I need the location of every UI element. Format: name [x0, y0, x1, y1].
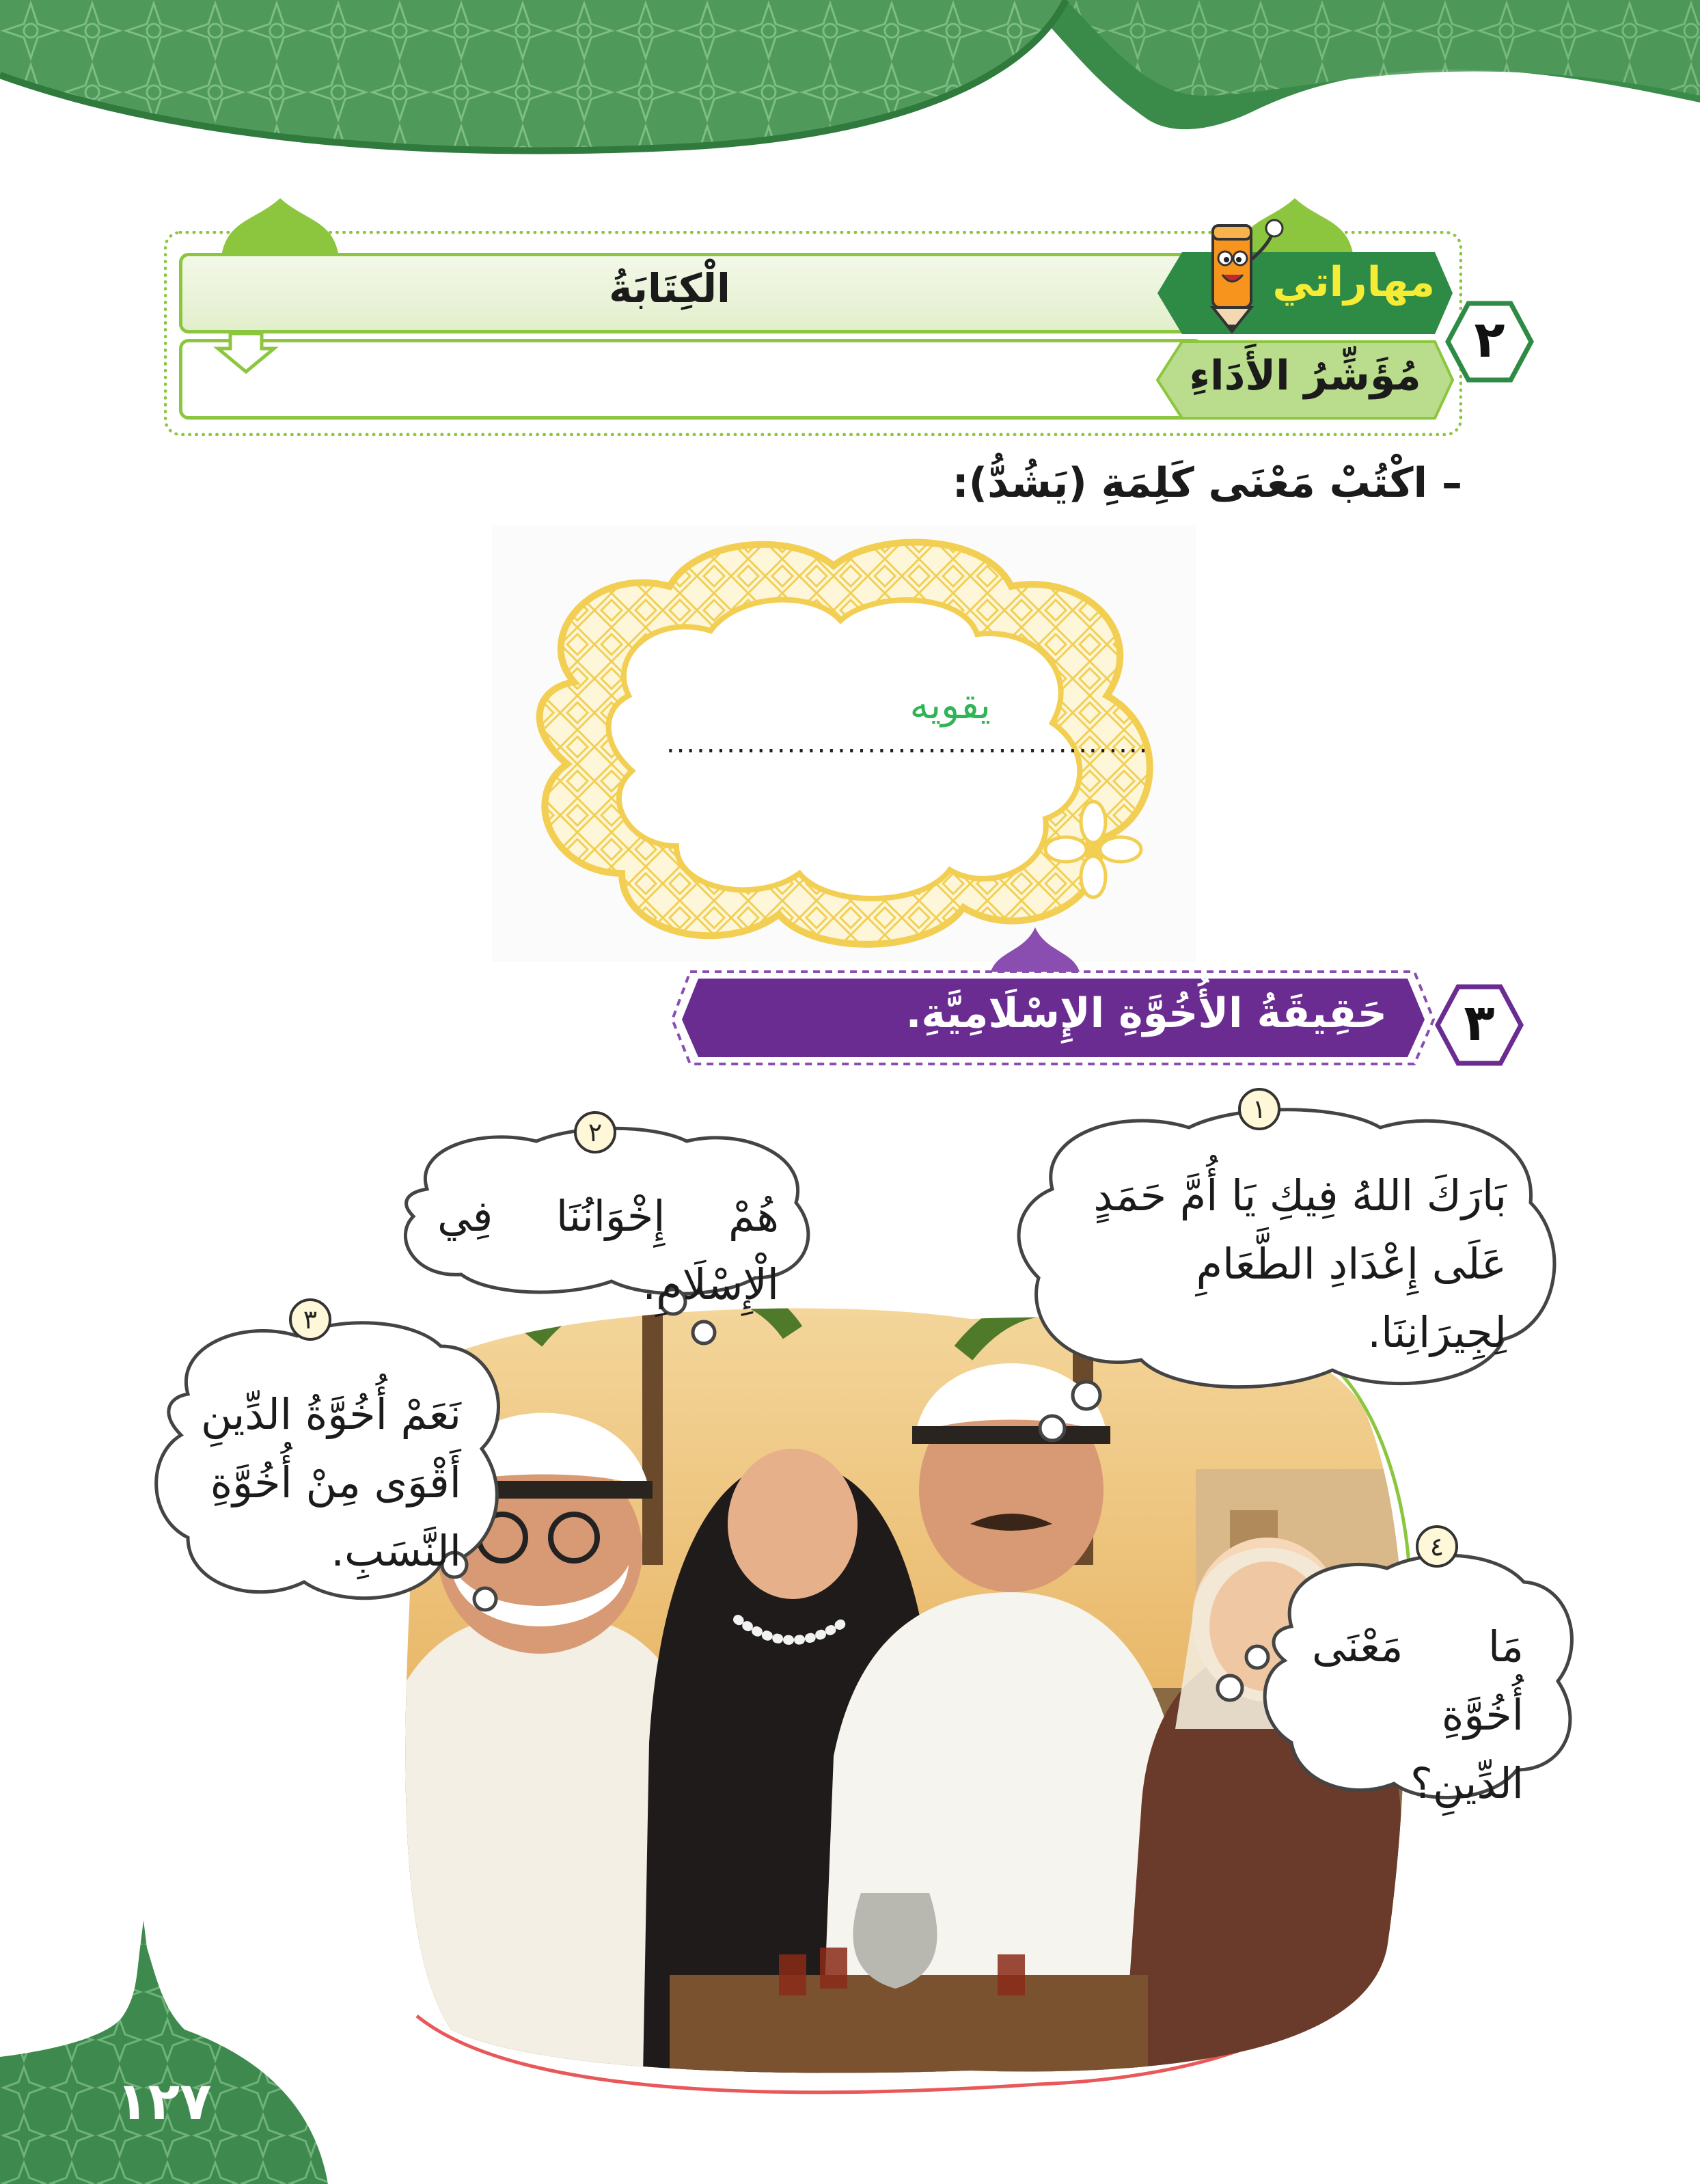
bubble-1-text	[1062, 1162, 1507, 1374]
bubble-1-tail	[1018, 1380, 1107, 1456]
down-arrow-icon	[215, 333, 277, 374]
bubble-4-text	[1312, 1613, 1524, 1808]
bubble-1-line-1: بَارَكَ اللهُ فِيكِ يَا أُمَّ حَمَدٍ	[1093, 1171, 1507, 1220]
answer-text: يقويه	[909, 683, 991, 728]
bubble-3-number: ٣	[289, 1298, 331, 1341]
bubble-4-number: ٤	[1416, 1525, 1458, 1568]
page-number: ١٢٧	[116, 2071, 212, 2131]
section-3-number: ٣	[1464, 994, 1495, 1052]
indicator-label: مُؤَشِّرُ الأَدَاءِ	[1189, 352, 1421, 400]
dome-ornament-left	[215, 193, 345, 254]
header-decoration	[0, 0, 1700, 164]
bubble-1-line-2: عَلَى إِعْدَادِ الطَّعَامِ	[1196, 1239, 1507, 1289]
bubble-4-line-2: الدِّينِ؟	[1410, 1758, 1524, 1808]
writing-instruction: – اكْتُبْ مَعْنَى كَلِمَةِ (يَشُدُّ):	[952, 459, 1462, 507]
bubble-4-tail	[1203, 1640, 1278, 1715]
section-2-number: ٢	[1474, 310, 1505, 369]
skills-label: مهاراتي	[1272, 258, 1435, 306]
bubble-3-line-2: أَقْوَى مِنْ أُخُوَّةِ	[210, 1458, 461, 1507]
skill-title: الْكِتَابَةُ	[609, 265, 730, 312]
bubble-2-line-1: هُمْ إِخْوَانُنَا فِي الْإِسْلَامِ.	[437, 1191, 779, 1309]
bubble-2-number: ٢	[574, 1111, 616, 1154]
bubble-3-line-1: نَعَمْ أُخُوَّةُ الدِّينِ	[200, 1389, 461, 1439]
bubble-4-line-1: مَا مَعْنَى أُخُوَّةِ	[1312, 1622, 1524, 1740]
bubble-2-text	[437, 1182, 779, 1309]
bubble-1-line-3: لِجِيرَانِنَا.	[1367, 1307, 1507, 1357]
answer-dotted-line: ................................................	[666, 728, 1149, 759]
bubble-1-number: ١	[1238, 1088, 1280, 1130]
indicator-row	[179, 339, 1204, 420]
footer-dome-decoration	[0, 1920, 383, 2184]
pencil-mascot-icon	[1192, 212, 1288, 335]
bubble-3-line-3: النَّسَبِ.	[331, 1526, 461, 1576]
bubble-3-text	[195, 1380, 461, 1592]
section-3-title: حَقِيقَةُ الأُخُوَّةِ الإِسْلَامِيَّةِ.	[905, 989, 1387, 1037]
